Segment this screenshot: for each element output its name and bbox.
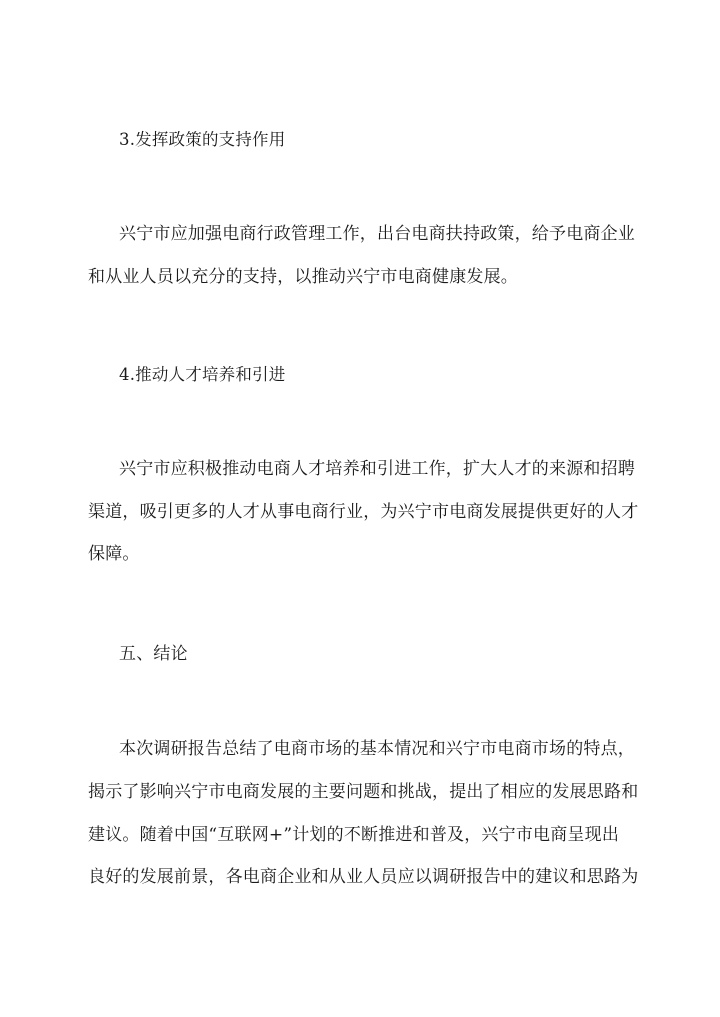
section-heading-conclusion: 五、结论 (119, 644, 188, 664)
section-heading-talent: 4.推动人才培养和引进 (119, 365, 286, 384)
section-heading-policy-support: 3.发挥政策的支持作用 (119, 130, 286, 149)
paragraph-line: 兴宁市应积极推动电商人才培养和引进工作，扩大人才的来源和招聘 (119, 459, 635, 479)
paragraph-line: 揭示了影响兴宁市电商发展的主要问题和挑战，提出了相应的发展思路和 (88, 782, 639, 802)
paragraph-line: 保障。 (88, 544, 140, 564)
paragraph-line: 建议。随着中国“互联网+”计划的不断推进和普及，兴宁市电商呈现出 (88, 825, 620, 845)
paragraph-line: 良好的发展前景，各电商企业和从业人员应以调研报告中的建议和思路为 (88, 867, 639, 887)
paragraph-line: 渠道，吸引更多的人才从事电商行业，为兴宁市电商发展提供更好的人才 (88, 502, 639, 522)
paragraph-line: 本次调研报告总结了电商市场的基本情况和兴宁市电商市场的特点， (119, 739, 635, 759)
paragraph-line: 和从业人员以充分的支持，以推动兴宁市电商健康发展。 (88, 267, 518, 287)
paragraph-line: 兴宁市应加强电商行政管理工作，出台电商扶持政策，给予电商企业 (119, 224, 635, 244)
